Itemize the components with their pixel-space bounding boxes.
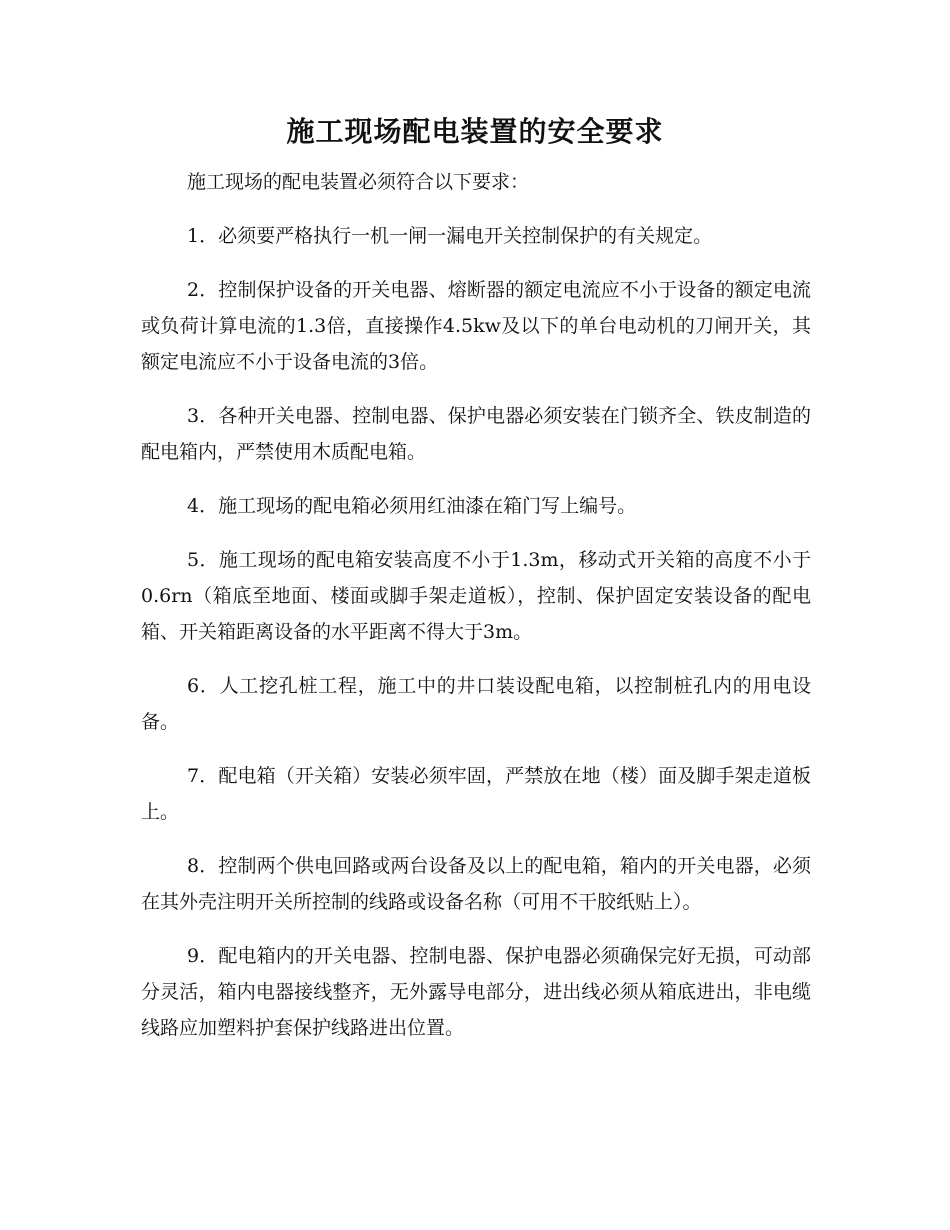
requirement-item-3: 3．各种开关电器、控制电器、保护电器必须安装在门锁齐全、铁皮制造的配电箱内，严禁使用木质配电箱。 (141, 405, 811, 463)
document-title: 施工现场配电装置的安全要求 (286, 115, 664, 148)
requirement-item-8: 8．控制两个供电回路或两台设备及以上的配电箱，箱内的开关电器，必须在其外壳注明开关所控制的线路或设备名称（可用不干胶纸贴上）。 (141, 855, 811, 913)
intro-paragraph: 施工现场的配电装置必须符合以下要求： (187, 171, 530, 193)
requirement-item-2: 2．控制保护设备的开关电器、熔断器的额定电流应不小于设备的额定电流或负荷计算电流的1.3倍，直接操作4.5kw及以下的单台电动机的刀闸开关，其额定电流应不小于设备电流的3倍。 (141, 279, 811, 373)
requirement-item-9: 9．配电箱内的开关电器、控制电器、保护电器必须确保完好无损，可动部分灵活，箱内电器接线整齐，无外露导电部分，进出线必须从箱底进出，非电缆线路应加塑料护套保护线路进出位置。 (141, 945, 811, 1039)
requirement-item-1: 1．必须要严格执行一机一闸一漏电开关控制保护的有关规定。 (187, 225, 713, 247)
document-body (141, 164, 811, 1064)
requirement-item-6: 6．人工挖孔桩工程，施工中的井口装设配电箱，以控制桩孔内的用电设备。 (141, 675, 811, 733)
requirement-item-5: 5．施工现场的配电箱安装高度不小于1.3m，移动式开关箱的高度不小于0.6rn（箱底至地面、楼面或脚手架走道板），控制、保护固定安装设备的配电箱、开关箱距离设备的水平距离不得大于3m。 (141, 549, 811, 643)
requirement-item-4: 4．施工现场的配电箱必须用红油漆在箱门写上编号。 (187, 495, 637, 517)
requirement-item-7: 7．配电箱（开关箱）安装必须牢固，严禁放在地（楼）面及脚手架走道板上。 (141, 765, 811, 823)
